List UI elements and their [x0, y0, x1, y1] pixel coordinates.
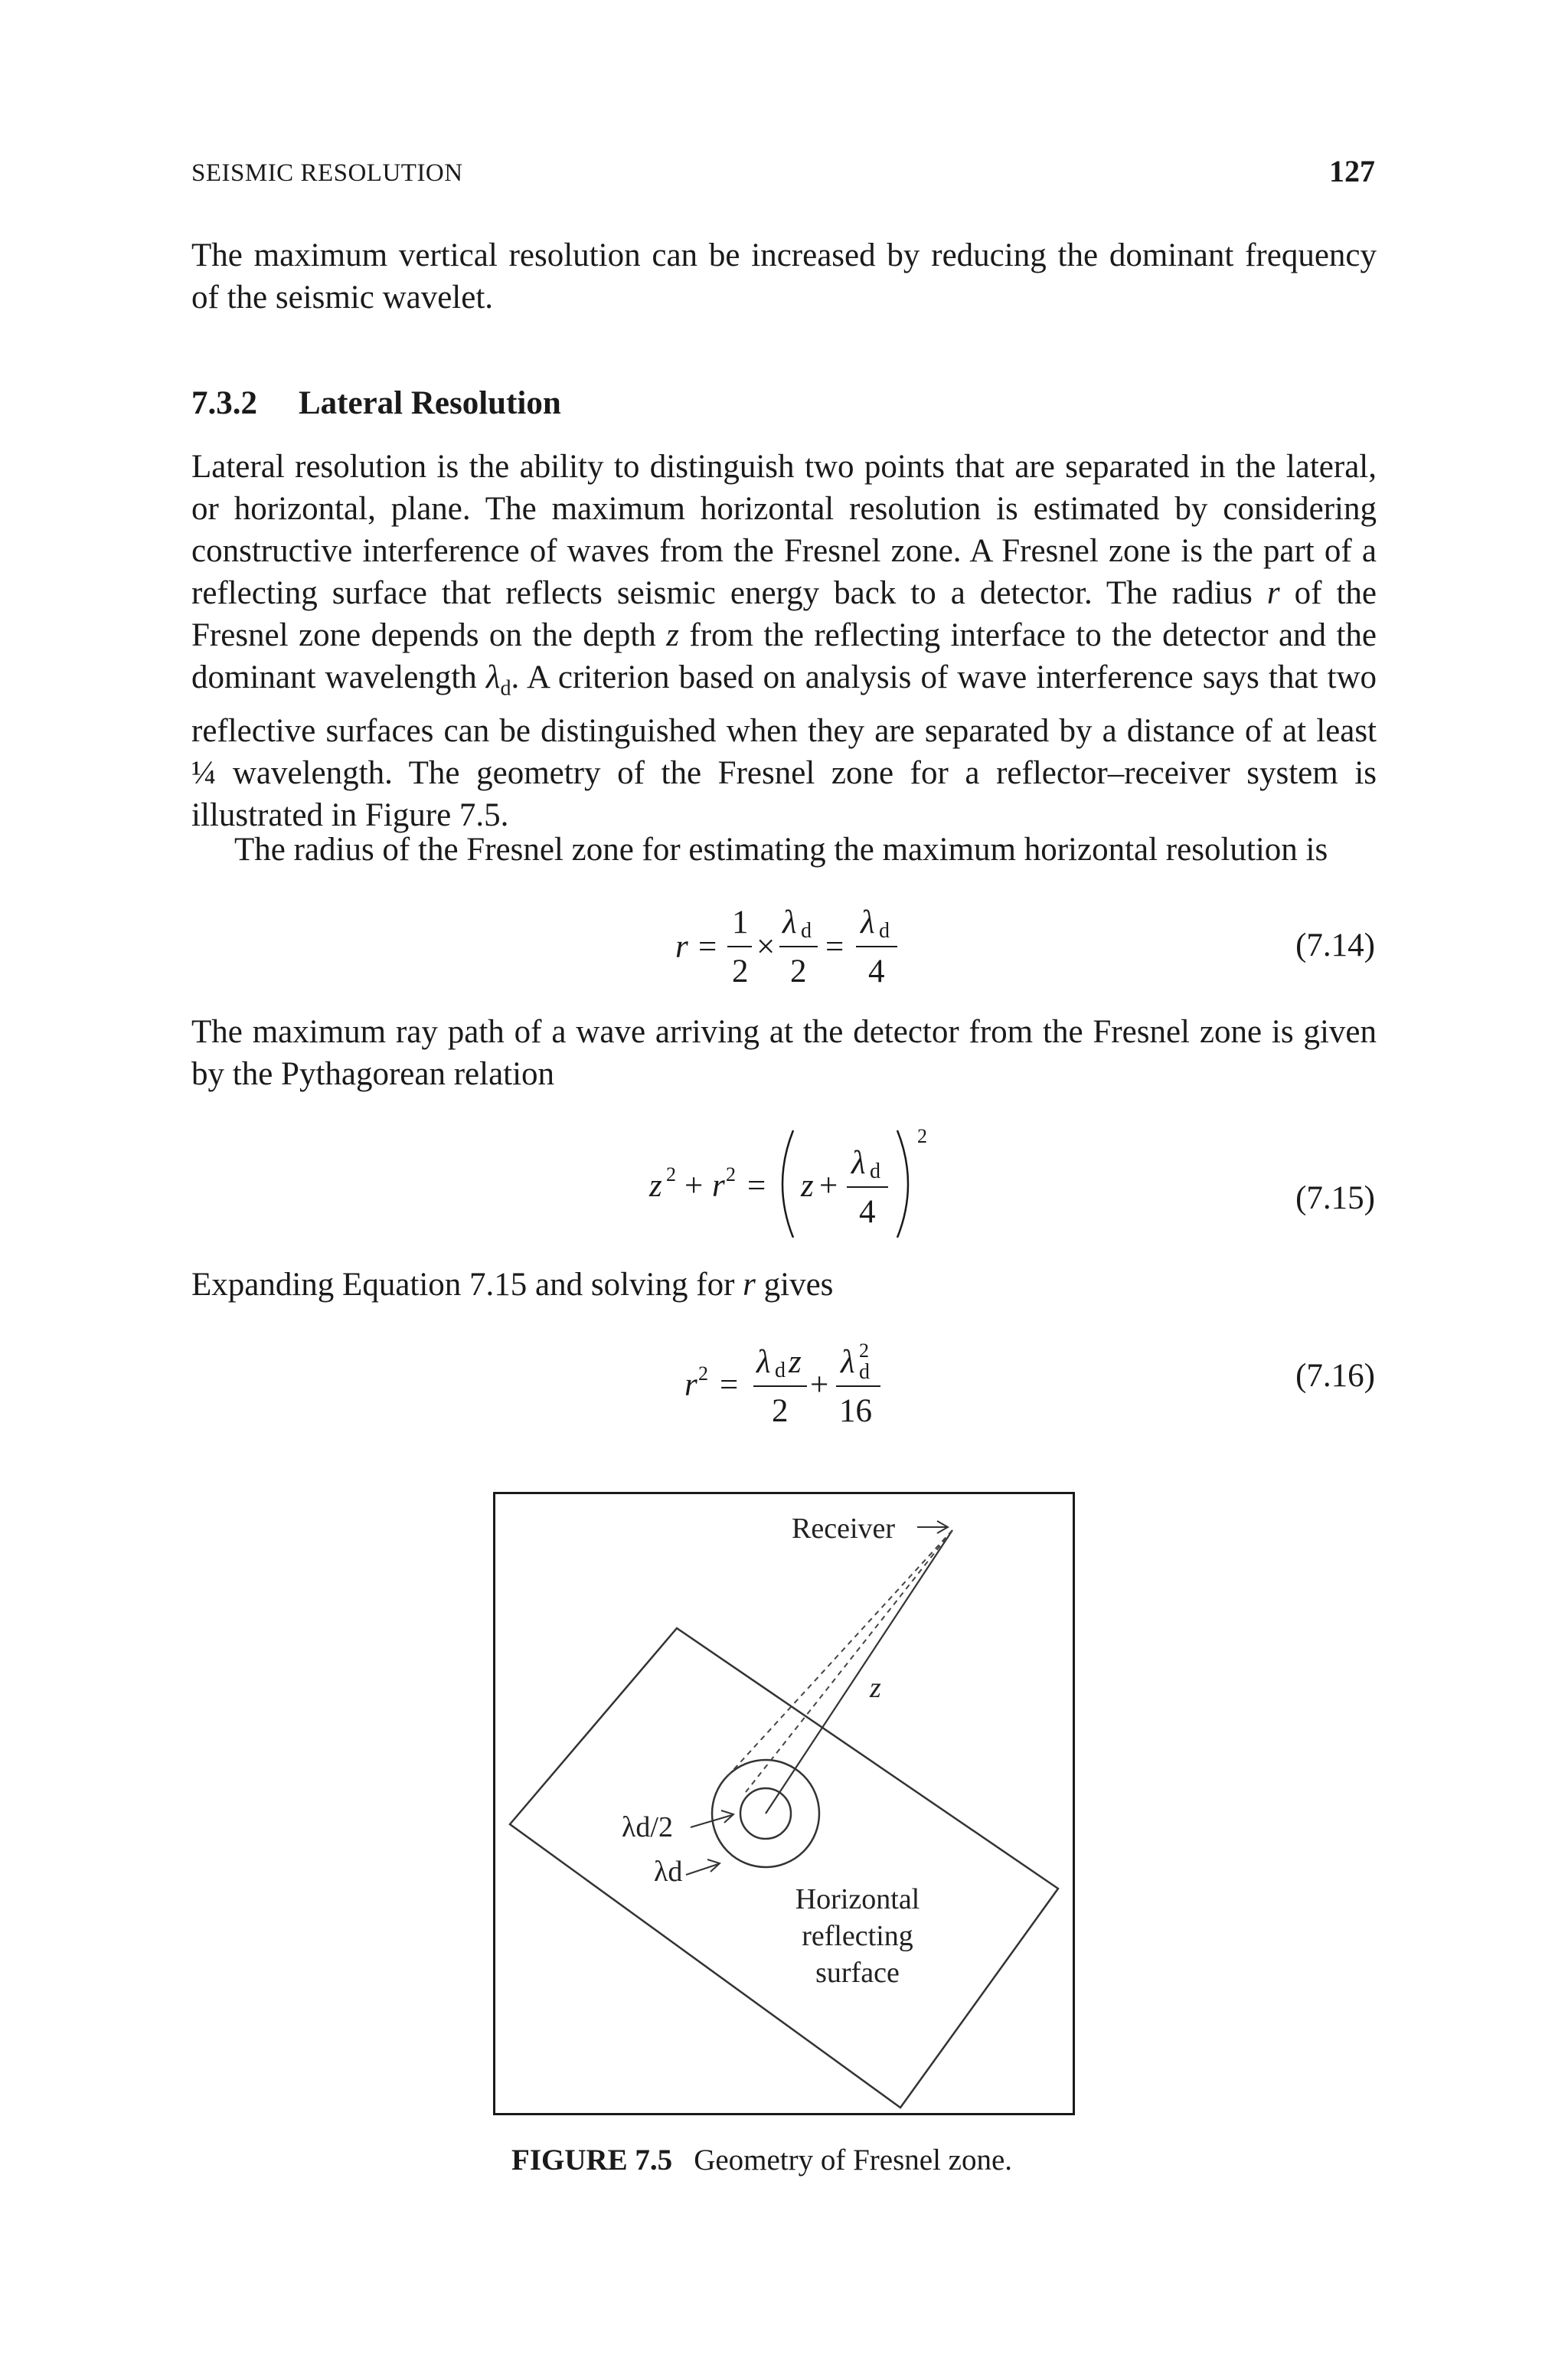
svg-text:d: d: [801, 919, 812, 943]
paragraph-pythagorean: The maximum ray path of a wave arriving at the detector from the Fresnel zone is given by the Pythagorean relation: [191, 1014, 1377, 1092]
svg-text:+: +: [810, 1367, 829, 1403]
svg-text:16: 16: [839, 1393, 872, 1429]
intro-paragraph: The maximum vertical resolution can be increased by reducing the dominant frequency of the seismic wavelet.: [191, 237, 1377, 316]
svg-text:2: 2: [790, 953, 807, 989]
surface-label-line3: surface: [815, 1957, 900, 1989]
svg-text:2: 2: [732, 953, 749, 989]
svg-text:=: =: [825, 929, 844, 965]
svg-text:=: =: [747, 1168, 766, 1204]
svg-text:z: z: [789, 1344, 802, 1380]
svg-text:=: =: [698, 929, 717, 965]
svg-text:1: 1: [732, 904, 749, 940]
equation-7-16: [666, 1319, 919, 1434]
svg-text:λ: λ: [841, 1344, 855, 1380]
para1-text-a: Lateral resolution is the ability to distinguish two points that are separated in the lateral, or horizontal, plane. The maximum horizontal resolution is estimated by considering constructive interference of waves from the Fresnel zone. A Fresnel zone is the part of a reflecting surface that reflects seismic energy back to a detector. The radius: [191, 449, 1377, 611]
equation-7-14: [658, 893, 919, 993]
surface-label-line2: reflecting: [802, 1920, 913, 1952]
section-title: Lateral Resolution: [299, 385, 561, 421]
para1-text-b: of the Fresnel zone depends on the depth: [191, 575, 1377, 653]
svg-text:4: 4: [868, 953, 885, 989]
svg-text:4: 4: [859, 1194, 876, 1230]
para1-text-c: from the reflecting interface to the detector and the dominant wavelength: [191, 617, 1377, 695]
sub-d: d: [500, 676, 511, 701]
var-r: r: [1266, 575, 1280, 611]
var-lambda: λ: [485, 659, 501, 695]
fresnel-zone-diagram: [493, 1492, 1075, 2115]
ray-z-solid: [766, 1530, 952, 1814]
svg-text:z: z: [801, 1168, 814, 1204]
paragraph-lateral-resolution: [191, 446, 1377, 836]
z-label: z: [870, 1672, 881, 1704]
svg-text:2: 2: [772, 1393, 789, 1429]
para4-end: gives: [755, 1267, 834, 1303]
paragraph-fresnel-radius: The radius of the Fresnel zone for estimating the maximum horizontal resolution is: [234, 832, 1328, 868]
svg-text:λ: λ: [861, 904, 875, 940]
svg-text:r: r: [684, 1367, 697, 1403]
para1-text-d: . A criterion based on analysis of wave interference says that two reflective surfaces can be distinguished when they are separated by a distance of at least ¼ wavelength. The geometry of the Fresnel zone for a reflector–receiver system is illustrated in Figure 7.5.: [191, 659, 1377, 833]
svg-text:×: ×: [756, 929, 776, 965]
var-z: z: [666, 617, 679, 653]
surface-label-line1: Horizontal: [795, 1883, 920, 1915]
svg-text:z: z: [649, 1168, 662, 1204]
svg-text:+: +: [819, 1168, 838, 1204]
paragraph-expanding: [191, 1264, 1377, 1306]
section-heading: [191, 384, 561, 422]
ray-dashed-outer: [724, 1530, 952, 1780]
running-head: SEISMIC RESOLUTION: [191, 159, 463, 187]
svg-text:λ: λ: [756, 1344, 771, 1380]
reflecting-surface-outline: [510, 1628, 1058, 2108]
equation-number-7-15: (7.15): [1295, 1180, 1375, 1216]
svg-text:d: d: [870, 1159, 880, 1183]
svg-text:=: =: [720, 1367, 739, 1403]
equation-number-7-14: (7.14): [1295, 927, 1375, 963]
equation-number-7-16: (7.16): [1295, 1358, 1375, 1394]
svg-text:λ: λ: [851, 1145, 866, 1181]
svg-text:d: d: [859, 1360, 870, 1384]
svg-text:d: d: [879, 919, 890, 943]
para4-text: Expanding Equation 7.15 and solving for: [191, 1267, 743, 1303]
svg-text:2: 2: [726, 1163, 736, 1186]
caption-label: FIGURE 7.5: [511, 2144, 673, 2177]
svg-text:r: r: [712, 1168, 725, 1204]
svg-text:2: 2: [859, 1339, 869, 1362]
receiver-label: Receiver: [792, 1513, 896, 1545]
svg-text:λ: λ: [782, 904, 797, 940]
caption-text: Geometry of Fresnel zone.: [694, 2144, 1013, 2177]
equation-7-15: [635, 1115, 934, 1238]
var-r-2: r: [743, 1267, 756, 1303]
lambda-label: λd: [654, 1856, 683, 1888]
ray-dashed-inner: [746, 1530, 952, 1792]
half-lambda-label: λd/2: [622, 1811, 673, 1843]
svg-text:r: r: [675, 929, 688, 965]
svg-text:2: 2: [698, 1362, 708, 1385]
page-number: 127: [1329, 154, 1375, 188]
svg-text:+: +: [684, 1168, 704, 1204]
svg-text:2: 2: [666, 1163, 676, 1186]
svg-text:2: 2: [917, 1125, 927, 1147]
svg-text:d: d: [775, 1359, 786, 1382]
figure-caption: [511, 2143, 1012, 2177]
section-number: 7.3.2: [191, 385, 257, 421]
